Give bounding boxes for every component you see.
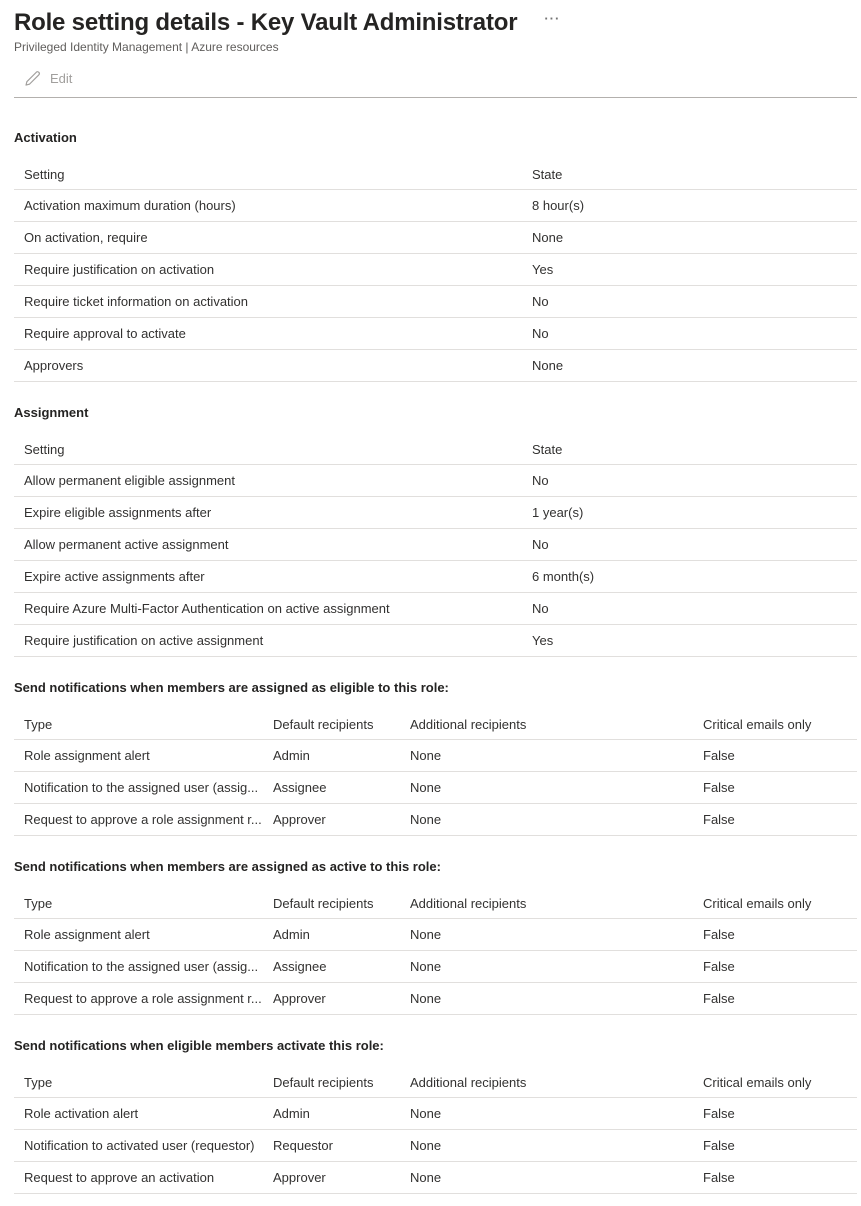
table-row bbox=[14, 561, 857, 593]
setting-cell: Expire eligible assignments after bbox=[24, 505, 212, 520]
column-header-type: Type bbox=[24, 896, 53, 911]
more-button[interactable] bbox=[544, 12, 560, 26]
table-row bbox=[14, 222, 857, 254]
column-header-default-recipients: Default recipients bbox=[273, 1075, 374, 1090]
default-recipients-cell: Approver bbox=[273, 991, 326, 1006]
column-header-critical-emails-only: Critical emails only bbox=[703, 1075, 812, 1090]
setting-cell: Require justification on active assignment bbox=[24, 633, 264, 648]
table-row bbox=[14, 1162, 857, 1194]
default-recipients-cell: Assignee bbox=[273, 959, 327, 974]
table-row bbox=[14, 772, 857, 804]
table-header-row bbox=[14, 889, 857, 919]
page-title: Role setting details - Key Vault Administrator bbox=[14, 9, 518, 36]
state-cell: 6 month(s) bbox=[532, 569, 595, 584]
setting-cell: Require justification on activation bbox=[24, 262, 215, 277]
critical-emails-only-cell: False bbox=[703, 927, 735, 942]
page-subtitle: Privileged Identity Management | Azure resources bbox=[14, 40, 279, 54]
additional-recipients-cell: None bbox=[410, 1106, 442, 1121]
table-row bbox=[14, 465, 857, 497]
critical-emails-only-cell: False bbox=[703, 748, 735, 763]
table-row bbox=[14, 1130, 857, 1162]
state-cell: Yes bbox=[532, 262, 554, 277]
type-cell: Notification to the assigned user (assig... bbox=[24, 780, 259, 795]
title-row bbox=[14, 0, 857, 37]
settings-section bbox=[14, 406, 857, 657]
sections-container bbox=[14, 131, 857, 1194]
type-cell: Request to approve an activation bbox=[24, 1170, 215, 1185]
default-recipients-cell: Approver bbox=[273, 1170, 326, 1185]
additional-recipients-cell: None bbox=[410, 927, 442, 942]
column-header-critical-emails-only: Critical emails only bbox=[703, 717, 812, 732]
more-icon: ··· bbox=[544, 11, 561, 26]
column-header-default-recipients: Default recipients bbox=[273, 896, 374, 911]
state-cell: None bbox=[532, 358, 564, 373]
state-cell: Yes bbox=[532, 633, 554, 648]
default-recipients-cell: Admin bbox=[273, 1106, 310, 1121]
setting-cell: Allow permanent active assignment bbox=[24, 537, 229, 552]
table-row bbox=[14, 1098, 857, 1130]
critical-emails-only-cell: False bbox=[703, 1138, 735, 1153]
table-body bbox=[14, 190, 857, 382]
column-header-critical-emails-only: Critical emails only bbox=[703, 896, 812, 911]
critical-emails-only-cell: False bbox=[703, 812, 735, 827]
column-header-type: Type bbox=[24, 717, 53, 732]
section-title: Activation bbox=[14, 130, 77, 145]
table-row bbox=[14, 951, 857, 983]
setting-cell: Require ticket information on activation bbox=[24, 294, 249, 309]
table-row bbox=[14, 286, 857, 318]
table-row bbox=[14, 804, 857, 836]
setting-cell: Expire active assignments after bbox=[24, 569, 205, 584]
toolbar-divider bbox=[14, 97, 857, 98]
table-body bbox=[14, 1098, 857, 1194]
notification-section bbox=[14, 681, 857, 836]
default-recipients-cell: Admin bbox=[273, 927, 310, 942]
column-header-additional-recipients: Additional recipients bbox=[410, 896, 527, 911]
settings-table bbox=[14, 160, 857, 382]
setting-cell: On activation, require bbox=[24, 230, 148, 245]
critical-emails-only-cell: False bbox=[703, 959, 735, 974]
toolbar bbox=[14, 70, 857, 90]
state-cell: No bbox=[532, 473, 549, 488]
settings-table bbox=[14, 435, 857, 657]
table-row bbox=[14, 919, 857, 951]
table-body bbox=[14, 740, 857, 836]
setting-cell: Require Azure Multi-Factor Authentication on active assignment bbox=[24, 601, 390, 616]
edit-button-label: Edit bbox=[50, 71, 73, 86]
table-header-row bbox=[14, 1068, 857, 1098]
state-cell: None bbox=[532, 230, 564, 245]
column-header-additional-recipients: Additional recipients bbox=[410, 717, 527, 732]
default-recipients-cell: Admin bbox=[273, 748, 310, 763]
state-cell: No bbox=[532, 294, 549, 309]
table-row bbox=[14, 983, 857, 1015]
state-cell: No bbox=[532, 537, 549, 552]
notification-section-title: Send notifications when members are assigned as eligible to this role: bbox=[14, 680, 449, 695]
type-cell: Notification to the assigned user (assig... bbox=[24, 959, 259, 974]
notification-section bbox=[14, 1039, 857, 1194]
table-row bbox=[14, 350, 857, 382]
type-cell: Role activation alert bbox=[24, 1106, 139, 1121]
default-recipients-cell: Assignee bbox=[273, 780, 327, 795]
notification-section-title: Send notifications when eligible members activate this role: bbox=[14, 1038, 384, 1053]
column-header-type: Type bbox=[24, 1075, 53, 1090]
setting-cell: Allow permanent eligible assignment bbox=[24, 473, 236, 488]
table-header-row bbox=[14, 160, 857, 190]
additional-recipients-cell: None bbox=[410, 959, 442, 974]
table-header-row bbox=[14, 710, 857, 740]
default-recipients-cell: Requestor bbox=[273, 1138, 333, 1153]
critical-emails-only-cell: False bbox=[703, 780, 735, 795]
notification-table bbox=[14, 1068, 857, 1194]
additional-recipients-cell: None bbox=[410, 991, 442, 1006]
table-header-row bbox=[14, 435, 857, 465]
setting-cell: Require approval to activate bbox=[24, 326, 186, 341]
table-row bbox=[14, 593, 857, 625]
type-cell: Role assignment alert bbox=[24, 927, 150, 942]
critical-emails-only-cell: False bbox=[703, 1170, 735, 1185]
additional-recipients-cell: None bbox=[410, 748, 442, 763]
critical-emails-only-cell: False bbox=[703, 991, 735, 1006]
additional-recipients-cell: None bbox=[410, 780, 442, 795]
additional-recipients-cell: None bbox=[410, 1170, 442, 1185]
section-title: Assignment bbox=[14, 405, 89, 420]
table-body bbox=[14, 465, 857, 657]
additional-recipients-cell: None bbox=[410, 812, 442, 827]
default-recipients-cell: Approver bbox=[273, 812, 326, 827]
notification-section-title: Send notifications when members are assigned as active to this role: bbox=[14, 859, 441, 874]
edit-button[interactable] bbox=[14, 70, 72, 87]
column-header-state: State bbox=[532, 167, 563, 182]
column-header-setting: Setting bbox=[24, 442, 65, 457]
setting-cell: Approvers bbox=[24, 358, 84, 373]
type-cell: Notification to activated user (requestor) bbox=[24, 1138, 255, 1153]
column-header-setting: Setting bbox=[24, 167, 65, 182]
state-cell: 1 year(s) bbox=[532, 505, 584, 520]
notification-table bbox=[14, 889, 857, 1015]
state-cell: No bbox=[532, 601, 549, 616]
settings-section bbox=[14, 131, 857, 382]
table-row bbox=[14, 190, 857, 222]
table-body bbox=[14, 919, 857, 1015]
type-cell: Request to approve a role assignment r... bbox=[24, 812, 262, 827]
critical-emails-only-cell: False bbox=[703, 1106, 735, 1121]
type-cell: Role assignment alert bbox=[24, 748, 150, 763]
column-header-state: State bbox=[532, 442, 563, 457]
table-row bbox=[14, 625, 857, 657]
table-row bbox=[14, 318, 857, 350]
column-header-additional-recipients: Additional recipients bbox=[410, 1075, 527, 1090]
table-row bbox=[14, 529, 857, 561]
column-header-default-recipients: Default recipients bbox=[273, 717, 374, 732]
table-row bbox=[14, 497, 857, 529]
setting-cell: Activation maximum duration (hours) bbox=[24, 198, 236, 213]
notification-section bbox=[14, 860, 857, 1015]
type-cell: Request to approve a role assignment r... bbox=[24, 991, 262, 1006]
additional-recipients-cell: None bbox=[410, 1138, 442, 1153]
state-cell: No bbox=[532, 326, 549, 341]
table-row bbox=[14, 254, 857, 286]
table-row bbox=[14, 740, 857, 772]
notification-table bbox=[14, 710, 857, 836]
state-cell: 8 hour(s) bbox=[532, 198, 585, 213]
edit-pencil-icon bbox=[24, 70, 41, 87]
